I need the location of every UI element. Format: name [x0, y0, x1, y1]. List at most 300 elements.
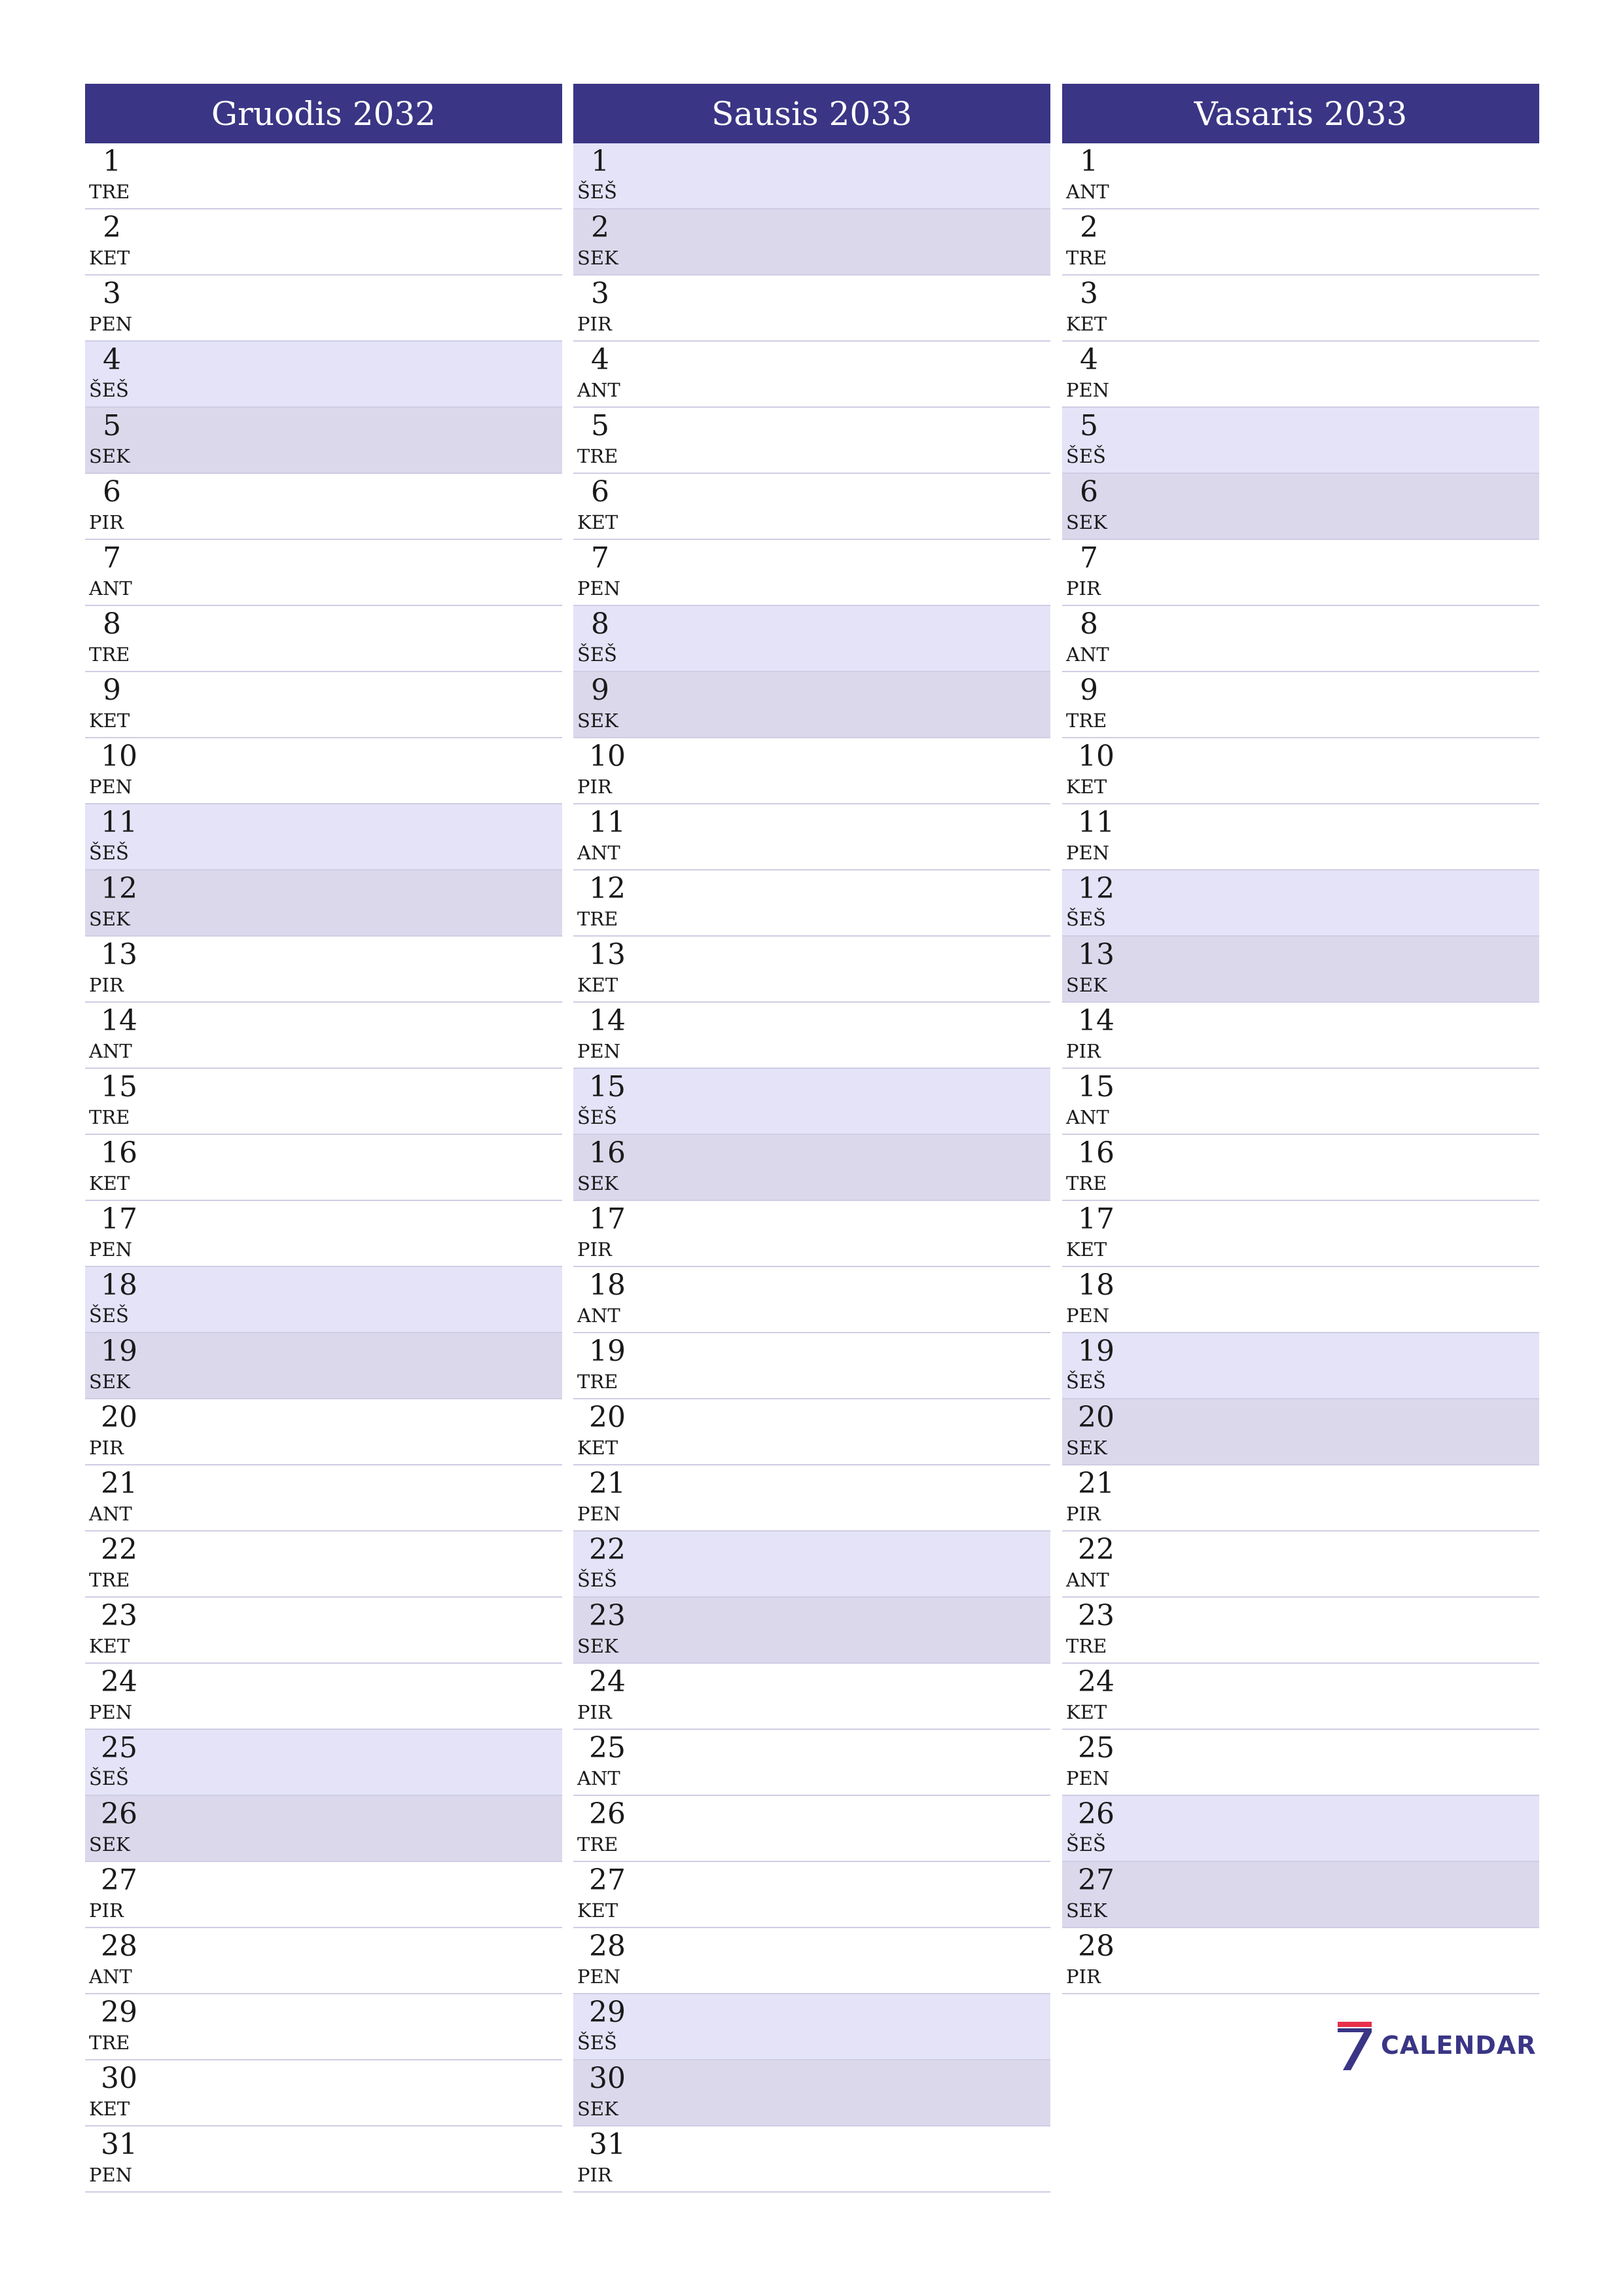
day-number-text: 25: [589, 1731, 626, 1765]
day-row: [573, 672, 1050, 738]
day-number-text: 9: [1080, 673, 1098, 707]
day-number-text: 9: [591, 673, 609, 707]
day-number-text: 6: [1080, 475, 1098, 509]
weekday-label: KET: [1066, 1238, 1107, 1261]
day-number-text: 17: [1078, 1202, 1115, 1236]
day-number: [589, 1599, 648, 1632]
day-number: [101, 1599, 160, 1632]
day-number-text: 18: [1078, 1268, 1115, 1302]
weekday-label: PIR: [89, 974, 124, 996]
day-number: [1078, 808, 1137, 837]
day-number-text: 3: [103, 277, 121, 310]
day-number: [589, 213, 648, 242]
day-row: [1062, 1862, 1539, 1928]
weekday-label: PIR: [89, 1899, 124, 1922]
day-number: [101, 607, 160, 641]
day-number-text: 30: [589, 2062, 626, 2095]
day-number: [101, 808, 160, 837]
day-row: [85, 1730, 562, 1796]
day-number: [589, 1998, 648, 2027]
weekday-label: PEN: [89, 1701, 133, 1723]
month-column-january: [573, 84, 1050, 2193]
weekday-label: SEK: [1066, 1899, 1107, 1922]
day-number-text: 29: [589, 1996, 626, 2029]
weekday-label: TRE: [1066, 709, 1107, 732]
weekday-label: KET: [89, 1635, 130, 1657]
day-row: [1062, 937, 1539, 1003]
weekday-label: SEK: [577, 247, 618, 269]
day-row: [85, 606, 562, 672]
day-row: [1062, 672, 1539, 738]
day-number-text: 24: [589, 1665, 626, 1698]
day-number-text: 22: [589, 1533, 626, 1566]
day-number: [589, 343, 648, 376]
day-number: [1078, 541, 1137, 575]
day-row: [573, 1003, 1050, 1069]
day-number: [1078, 938, 1137, 971]
day-row: [85, 1598, 562, 1664]
weekday-label: PEN: [89, 776, 133, 798]
day-number-text: 23: [1078, 1599, 1115, 1632]
day-row: [85, 804, 562, 870]
day-number-text: 16: [1078, 1136, 1115, 1170]
day-number-text: 6: [103, 475, 121, 509]
day-row: [573, 276, 1050, 342]
day-number: [589, 1797, 648, 1831]
day-number: [101, 1070, 160, 1103]
weekday-label: TRE: [1066, 247, 1107, 269]
weekday-label: PEN: [577, 1503, 621, 1525]
day-row: [85, 672, 562, 738]
day-number: [589, 1268, 648, 1302]
day-number: [589, 1469, 648, 1498]
weekday-label: PIR: [1066, 577, 1101, 600]
day-row: [85, 2126, 562, 2193]
day-number-text: 23: [101, 1599, 137, 1632]
day-number: [1078, 1469, 1137, 1498]
day-number-text: 28: [1078, 1929, 1115, 1963]
day-number-text: 29: [101, 1996, 137, 2029]
day-number: [589, 2130, 648, 2159]
day-number: [589, 147, 648, 176]
day-number-text: 15: [101, 1070, 137, 1103]
day-row: [1062, 738, 1539, 804]
weekday-label: ANT: [89, 577, 132, 600]
day-number: [101, 1469, 160, 1498]
day-row: [85, 408, 562, 474]
day-number-text: 27: [1078, 1863, 1115, 1897]
day-number: [1078, 279, 1137, 308]
day-row: [573, 738, 1050, 804]
day-row: [85, 209, 562, 276]
day-number: [101, 1337, 160, 1366]
day-number-text: 14: [101, 1004, 137, 1037]
day-number-text: 3: [1080, 277, 1098, 310]
weekday-label: KET: [1066, 776, 1107, 798]
day-number: [1078, 1202, 1137, 1236]
weekday-label: ŠEŠ: [577, 1106, 617, 1128]
day-row: [85, 1267, 562, 1333]
day-number: [589, 1535, 648, 1564]
logo-text: CALENDAR: [1381, 2031, 1537, 2060]
day-number: [1078, 1136, 1137, 1170]
day-row: [85, 937, 562, 1003]
day-number-text: 11: [589, 806, 626, 839]
day-number: [101, 1268, 160, 1302]
weekday-label: SEK: [1066, 511, 1107, 533]
day-row: [573, 606, 1050, 672]
weekday-label: PEN: [89, 1238, 133, 1261]
day-number: [1078, 1337, 1137, 1366]
day-number: [1078, 1004, 1137, 1037]
day-number: [589, 1202, 648, 1236]
day-row: [1062, 540, 1539, 606]
weekday-label: SEK: [577, 2098, 618, 2120]
weekday-label: PIR: [577, 1701, 612, 1723]
day-number: [101, 1136, 160, 1170]
day-number-text: 16: [101, 1136, 137, 1170]
day-number: [589, 1070, 648, 1103]
day-number-text: 22: [1078, 1533, 1115, 1566]
day-row: [1062, 342, 1539, 408]
weekday-label: TRE: [89, 181, 130, 203]
weekday-label: PIR: [577, 1238, 612, 1261]
day-number: [101, 1863, 160, 1897]
day-row: [1062, 1069, 1539, 1135]
day-row: [573, 1135, 1050, 1201]
weekday-label: PEN: [577, 1040, 621, 1062]
day-number: [101, 279, 160, 308]
day-row: [85, 1862, 562, 1928]
day-number-text: 27: [589, 1863, 626, 1897]
day-row: [85, 540, 562, 606]
day-number: [101, 2064, 160, 2093]
day-row: [573, 474, 1050, 540]
day-number-text: 5: [1080, 409, 1098, 442]
day-number: [101, 541, 160, 575]
day-number: [1078, 673, 1137, 707]
month-header: Vasaris 2033: [1062, 84, 1539, 143]
day-row: [1062, 1267, 1539, 1333]
day-number-text: 2: [591, 211, 609, 244]
weekday-label: ANT: [577, 379, 620, 401]
day-number-text: 8: [591, 607, 609, 641]
day-number-text: 19: [1078, 1335, 1115, 1368]
day-number-text: 28: [101, 1929, 137, 1963]
day-row: [573, 1532, 1050, 1598]
day-number: [1078, 147, 1137, 176]
weekday-label: KET: [89, 1172, 130, 1194]
day-number-text: 7: [1080, 541, 1098, 575]
weekday-label: PIR: [577, 2164, 612, 2186]
day-row: [573, 1862, 1050, 1928]
day-row: [573, 540, 1050, 606]
weekday-label: PEN: [1066, 1304, 1110, 1327]
day-row: [573, 2060, 1050, 2126]
day-number-text: 19: [101, 1335, 137, 1368]
day-row: [85, 1928, 562, 1994]
day-number: [101, 938, 160, 971]
day-number: [101, 1403, 160, 1432]
day-number-text: 18: [101, 1268, 137, 1302]
day-number-text: 8: [103, 607, 121, 641]
day-number: [101, 409, 160, 442]
day-row: [85, 738, 562, 804]
day-row: [85, 276, 562, 342]
day-number-text: 10: [101, 740, 137, 773]
weekday-label: TRE: [1066, 1635, 1107, 1657]
day-number: [1078, 1070, 1137, 1103]
day-number-text: 14: [589, 1004, 626, 1037]
day-number-text: 21: [589, 1467, 626, 1500]
day-number-text: 28: [589, 1929, 626, 1963]
day-number-text: 11: [1078, 806, 1115, 839]
day-number: [589, 742, 648, 771]
day-number-text: 13: [589, 938, 626, 971]
weekday-label: ŠEŠ: [1066, 1371, 1106, 1393]
day-number: [1078, 1797, 1137, 1831]
day-number-text: 18: [589, 1268, 626, 1302]
day-number-text: 1: [591, 145, 609, 178]
day-number: [101, 1929, 160, 1963]
day-row: [573, 804, 1050, 870]
month-header: Sausis 2033: [573, 84, 1050, 143]
weekday-label: ANT: [1066, 1106, 1109, 1128]
day-row: [1062, 474, 1539, 540]
day-number: [1078, 1268, 1137, 1302]
weekday-label: SEK: [1066, 1437, 1107, 1459]
weekday-label: KET: [89, 247, 130, 269]
day-row: [1062, 1003, 1539, 1069]
day-number: [101, 1797, 160, 1831]
day-number: [589, 1337, 648, 1366]
day-row: [1062, 408, 1539, 474]
day-row: [573, 342, 1050, 408]
day-number: [101, 673, 160, 707]
day-number-text: 26: [589, 1797, 626, 1831]
day-row: [573, 1267, 1050, 1333]
weekday-label: ANT: [577, 842, 620, 864]
weekday-label: KET: [577, 1899, 618, 1922]
weekday-label: ŠEŠ: [577, 181, 617, 203]
day-number-text: 21: [101, 1467, 137, 1500]
day-row: [573, 2126, 1050, 2193]
weekday-label: PIR: [577, 313, 612, 335]
day-number: [1078, 475, 1137, 509]
day-number: [589, 808, 648, 837]
day-row: [573, 1465, 1050, 1532]
day-number-text: 5: [103, 409, 121, 442]
day-number-text: 13: [101, 938, 137, 971]
weekday-label: ŠEŠ: [577, 1569, 617, 1591]
day-number: [589, 1403, 648, 1432]
day-list: [573, 143, 1050, 2193]
day-number: [589, 1929, 648, 1963]
day-row: [573, 1796, 1050, 1862]
day-row: [85, 1465, 562, 1532]
day-row: [573, 1069, 1050, 1135]
day-number: [1078, 1863, 1137, 1897]
weekday-label: TRE: [577, 445, 618, 467]
day-number: [101, 343, 160, 376]
day-number: [101, 1665, 160, 1698]
weekday-label: ANT: [577, 1767, 620, 1789]
day-number-text: 12: [1078, 872, 1115, 905]
day-row: [573, 1730, 1050, 1796]
day-number-text: 12: [101, 872, 137, 905]
day-number: [589, 1731, 648, 1765]
weekday-label: ANT: [89, 1040, 132, 1062]
day-row: [1062, 1796, 1539, 1862]
day-row: [1062, 143, 1539, 209]
day-number: [589, 1004, 648, 1037]
day-number-text: 4: [591, 343, 609, 376]
weekday-label: ANT: [89, 1503, 132, 1525]
day-row: [573, 1598, 1050, 1664]
day-row: [573, 1664, 1050, 1730]
day-number-text: 25: [101, 1731, 137, 1765]
weekday-label: ANT: [1066, 1569, 1109, 1591]
weekday-label: TRE: [577, 908, 618, 930]
day-row: [1062, 1135, 1539, 1201]
day-row: [1062, 1399, 1539, 1465]
weekday-label: TRE: [89, 1106, 130, 1128]
day-row: [1062, 1730, 1539, 1796]
day-row: [573, 937, 1050, 1003]
weekday-label: PEN: [1066, 842, 1110, 864]
day-number-text: 20: [101, 1401, 137, 1434]
day-number-text: 15: [589, 1070, 626, 1103]
day-row: [1062, 1532, 1539, 1598]
day-number: [1078, 213, 1137, 242]
day-row: [85, 1333, 562, 1399]
day-number-text: 14: [1078, 1004, 1115, 1037]
weekday-label: ANT: [1066, 181, 1109, 203]
weekday-label: PEN: [89, 313, 133, 335]
day-row: [85, 2060, 562, 2126]
day-number: [101, 147, 160, 176]
weekday-label: SEK: [89, 445, 130, 467]
day-number-text: 3: [591, 277, 609, 310]
day-number-text: 11: [101, 806, 137, 839]
day-number-text: 1: [1080, 145, 1098, 178]
weekday-label: PEN: [577, 577, 621, 600]
weekday-label: SEK: [89, 908, 130, 930]
day-row: [85, 1664, 562, 1730]
day-number-text: 10: [1078, 740, 1115, 773]
weekday-label: PEN: [1066, 379, 1110, 401]
day-row: [573, 209, 1050, 276]
weekday-label: ŠEŠ: [1066, 445, 1106, 467]
weekday-label: PEN: [89, 2164, 133, 2186]
weekday-label: ŠEŠ: [89, 1767, 129, 1789]
weekday-label: PEN: [1066, 1767, 1110, 1789]
day-number-text: 21: [1078, 1467, 1115, 1500]
day-number: [1078, 1403, 1137, 1432]
weekday-label: TRE: [89, 1569, 130, 1591]
day-number: [1078, 1929, 1137, 1963]
weekday-label: SEK: [577, 1635, 618, 1657]
weekday-label: KET: [577, 974, 618, 996]
day-number: [101, 742, 160, 771]
day-row: [573, 1333, 1050, 1399]
day-number-text: 26: [1078, 1797, 1115, 1831]
day-row: [1062, 1598, 1539, 1664]
weekday-label: TRE: [577, 1371, 618, 1393]
day-number: [101, 1535, 160, 1564]
day-row: [1062, 1664, 1539, 1730]
day-row: [85, 342, 562, 408]
day-number-text: 16: [589, 1136, 626, 1170]
weekday-label: TRE: [89, 643, 130, 666]
day-number: [589, 938, 648, 971]
day-number-text: 4: [1080, 343, 1098, 376]
day-number-text: 31: [589, 2128, 626, 2161]
day-number: [589, 1863, 648, 1897]
seven-logo-icon: [1335, 2019, 1374, 2072]
day-number-text: 7: [591, 541, 609, 575]
day-number-text: 30: [101, 2062, 137, 2095]
month-column-february: [1062, 84, 1539, 1994]
day-row: [85, 1994, 562, 2060]
weekday-label: TRE: [577, 1833, 618, 1856]
day-row: [85, 1201, 562, 1267]
day-number: [589, 673, 648, 707]
day-number: [1078, 1535, 1137, 1564]
day-row: [1062, 276, 1539, 342]
weekday-label: ŠEŠ: [577, 2032, 617, 2054]
weekday-label: KET: [1066, 1701, 1107, 1723]
day-list: [85, 143, 562, 2193]
day-number-text: 6: [591, 475, 609, 509]
day-row: [1062, 1928, 1539, 1994]
day-number: [101, 1202, 160, 1236]
day-row: [573, 408, 1050, 474]
day-list: [1062, 143, 1539, 1994]
weekday-label: ANT: [577, 1304, 620, 1327]
day-number: [589, 2064, 648, 2093]
day-row: [1062, 209, 1539, 276]
day-number-text: 22: [101, 1533, 137, 1566]
day-number-text: 7: [103, 541, 121, 575]
day-number: [589, 409, 648, 442]
day-row: [573, 143, 1050, 209]
day-row: [573, 870, 1050, 937]
day-number: [1078, 742, 1137, 771]
day-number: [589, 279, 648, 308]
day-row: [85, 143, 562, 209]
weekday-label: ANT: [89, 1965, 132, 1988]
weekday-label: SEK: [1066, 974, 1107, 996]
weekday-label: TRE: [1066, 1172, 1107, 1194]
day-number-text: 4: [103, 343, 121, 376]
weekday-label: ŠEŠ: [1066, 1833, 1106, 1856]
day-number-text: 20: [589, 1401, 626, 1434]
weekday-label: ŠEŠ: [89, 379, 129, 401]
day-row: [1062, 1201, 1539, 1267]
day-number: [1078, 874, 1137, 903]
weekday-label: PIR: [577, 776, 612, 798]
weekday-label: KET: [577, 1437, 618, 1459]
day-row: [573, 1994, 1050, 2060]
day-number: [589, 874, 648, 903]
day-number: [101, 213, 160, 242]
day-row: [85, 1003, 562, 1069]
weekday-label: PEN: [577, 1965, 621, 1988]
day-number: [589, 607, 648, 641]
day-row: [1062, 870, 1539, 937]
month-header: Gruodis 2032: [85, 84, 562, 143]
